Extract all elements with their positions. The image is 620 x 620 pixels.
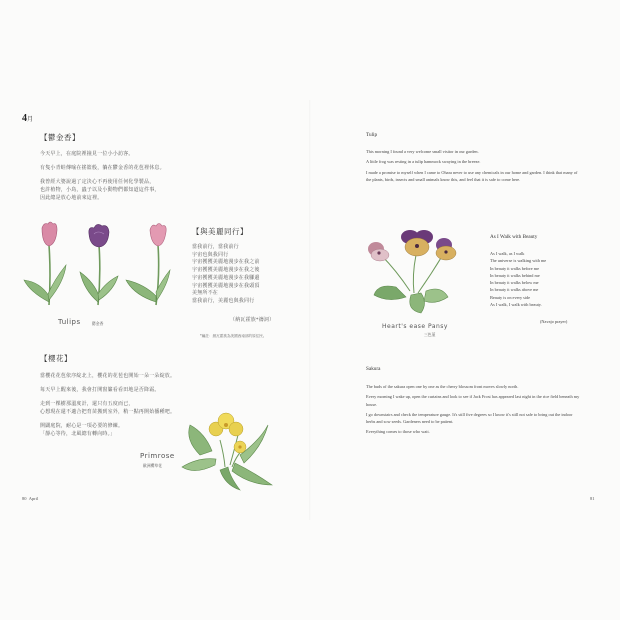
poem-zh-line: 宇宙獲獲美麗地漫步在我之後 bbox=[192, 268, 260, 274]
tulip-zh-line: 因此總是放心地前來這裡。 bbox=[40, 196, 103, 201]
sakura-en-paragraph: Everything comes to those who wait. bbox=[366, 429, 430, 435]
left-folio bbox=[22, 496, 38, 501]
tulip-en-paragraph: A little frog was resting in a tulip hammock swaying in the breeze. bbox=[366, 159, 481, 165]
sakura-heading-en: Sakura bbox=[366, 366, 381, 372]
poem-en-line: The universe is walking with me bbox=[490, 258, 547, 264]
tulip-zh-line: 我曾經大婆說過了定決心不再使用任何化學製品， bbox=[40, 180, 155, 185]
tulip-caption-hand: Tulips bbox=[58, 318, 81, 326]
poem-heading-zh: 【與美麗同行】 bbox=[192, 227, 248, 236]
left-folio-label: April bbox=[28, 496, 39, 501]
pansy-caption-hand: Heart's ease Pansy bbox=[382, 323, 448, 330]
poem-text-zh bbox=[192, 244, 260, 306]
sakura-text-en bbox=[366, 383, 581, 439]
month-label bbox=[22, 113, 33, 124]
tulip-zh-line: 今天早上，在庭院裡撞見一位小小訪客。 bbox=[40, 152, 134, 157]
poem-zh-line: 當我前行，當我前行 bbox=[192, 245, 239, 250]
pansy-illustration bbox=[366, 225, 466, 315]
poem-en-line: In beauty it walks below me bbox=[490, 280, 539, 286]
poem-zh-line: 當我前行，美麗也與我同行 bbox=[192, 298, 255, 304]
sakura-zh-line: 「靜心等待，北風總有轉向時。」 bbox=[40, 432, 116, 437]
sakura-en-paragraph: I go downstairs and check the temperature gauge. It's still five degrees so I know it's still not safe to bring out the indoor herbs and sow seeds. Gardeners need to be patient. bbox=[366, 411, 573, 425]
sakura-en-paragraph: The buds of the sakura open one by one as the cherry blossom front moves slowly north. bbox=[366, 384, 519, 389]
month-number: 4 bbox=[22, 113, 27, 124]
poem-en-line: In beauty it walks above me bbox=[490, 287, 539, 293]
poem-zh-line: 宇宙也與我同行 bbox=[192, 252, 229, 258]
left-folio-number: 80 bbox=[22, 496, 27, 501]
tulip-en-paragraph: This morning I found a very welcome small visitor in our garden. bbox=[366, 149, 479, 154]
poem-en-line: In beauty it walks before me bbox=[490, 265, 540, 271]
tulip-zh-line: 有隻小青蛙傳喻在搖籃般，躺在鬱金香的花苞裡休息。 bbox=[40, 166, 165, 171]
sakura-zh-line: 每天早上醒來後，我會打開窗簾看看田地是否降霜。 bbox=[40, 388, 160, 393]
pansy-caption-zh: 三色堇 bbox=[424, 333, 436, 337]
sakura-zh-line: 走到一棵樹那溫度計，還只有五度而已， bbox=[40, 402, 134, 407]
poem-en-line: Beauty is on every side bbox=[490, 294, 531, 300]
poem-en-line: As I walk, I walk with beauty. bbox=[490, 302, 542, 308]
poem-en-line: As I walk, as I walk bbox=[490, 251, 525, 256]
sakura-zh-line: 心想現在還不適合把育苗搬到室外，稍一點再開始播種吧。 bbox=[40, 410, 176, 415]
right-folio: 81 bbox=[590, 496, 595, 501]
tulip-illustration bbox=[22, 220, 172, 320]
pansy-flower-right bbox=[436, 238, 456, 260]
poem-zh-line: 宇宙獲獲美麗地漫步在我之前 bbox=[192, 260, 260, 266]
page-gutter bbox=[309, 100, 311, 520]
month-char: 月 bbox=[27, 117, 34, 123]
poem-attribution-zh: （納瓦霍族*禱詞） bbox=[230, 318, 275, 323]
pansy-flower-center bbox=[401, 230, 433, 256]
tulip-text-zh bbox=[40, 151, 165, 203]
primrose-caption-zh: 歐洲櫻草花 bbox=[143, 464, 162, 468]
sakura-en-paragraph: Every morning I wake up, open the curtains and look to see if Jack Frost has appeared last night in the rice field beneath my house. bbox=[366, 394, 580, 407]
tulip-text-en bbox=[366, 148, 581, 186]
pansy-flower-left bbox=[368, 242, 389, 261]
sakura-text-zh bbox=[40, 373, 175, 439]
primrose-caption-hand: Primrose bbox=[140, 452, 175, 460]
poem-footnote-zh: *編註：納瓦霍族為美國西南部的原住民。 bbox=[200, 334, 267, 338]
primrose-illustration bbox=[180, 385, 280, 495]
sakura-zh-line: 當櫻花花苞依序綻北上，櫻花的花苞也開始一朵一朵綻放。 bbox=[40, 374, 176, 379]
tulip-en-paragraph: I made a promise to myself when I came to Ohara never to use any chemicals in our home and garden. I think that many of the plants, birds, insects and small animals know this, and feel that it is safe to come here. bbox=[366, 169, 578, 182]
tulip-heading-en: Tulip bbox=[366, 132, 378, 138]
tulip-zh-line: 也許植物，小鳥，蟲子以及小動物們都知道這件事， bbox=[40, 188, 160, 193]
poem-en-line: In beauty it walks behind me bbox=[490, 272, 540, 278]
poem-zh-line: 美無所不在 bbox=[192, 291, 219, 297]
poem-zh-line: 宇宙獲獲美麗地漫步在我頭頂 bbox=[192, 283, 260, 289]
poem-zh-line: 宇宙獲獲美麗地漫步在我腳邊 bbox=[192, 275, 260, 281]
tulip-caption-zh: 鬱金香 bbox=[92, 322, 104, 326]
poem-text-en bbox=[490, 250, 546, 308]
poem-heading-en: As I Walk with Beauty bbox=[490, 234, 538, 240]
sakura-heading-zh: 【櫻花】 bbox=[40, 354, 72, 363]
sakura-zh-line: 開闢庭院，耐心是一項必要的修練。 bbox=[40, 424, 124, 429]
tulip-heading-zh: 【鬱金香】 bbox=[40, 133, 80, 142]
poem-attribution-en: (Navajo prayer) bbox=[540, 319, 568, 324]
